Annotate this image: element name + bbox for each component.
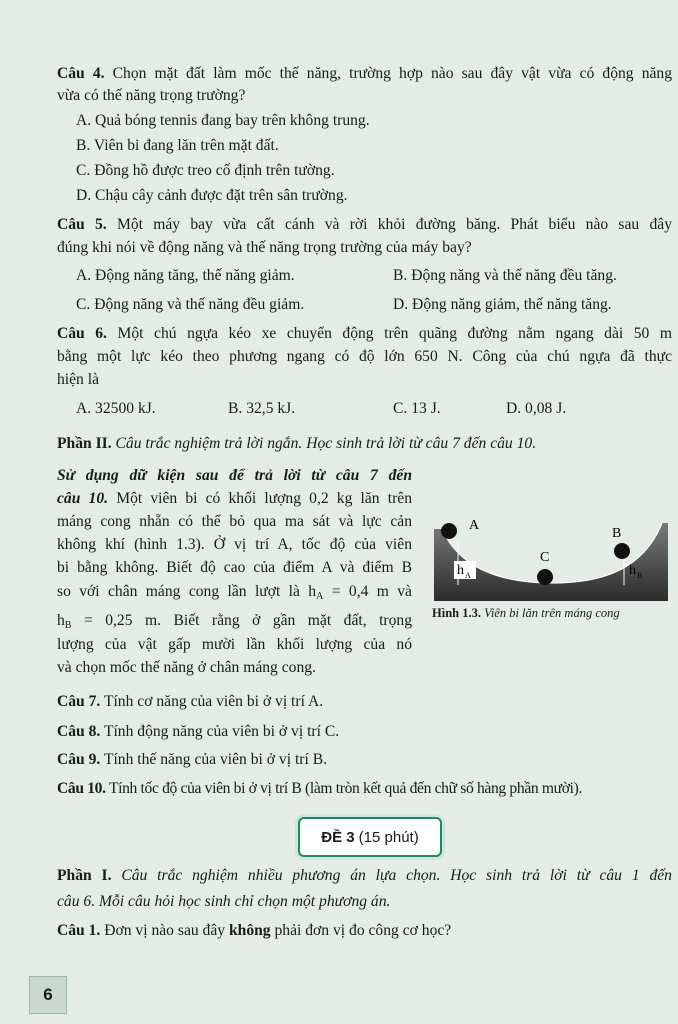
part1-text: Câu trắc nghiệm nhiều phương án lựa chọn. Học sinh trả lời từ câu 1 đến — [111, 867, 672, 884]
context-cau10: câu 10. — [57, 490, 109, 507]
ball-a — [441, 523, 457, 539]
part1-heading-line1 — [57, 866, 672, 886]
label-ha-sub: A — [465, 571, 471, 580]
q4-option-d: D. Chậu cây cảnh được đặt trên sân trường. — [76, 187, 348, 204]
q9-text: Tính thế năng của viên bi ở vị trí B. — [100, 751, 327, 768]
q1-text-bold: không — [228, 922, 271, 939]
q6-label: Câu 6. — [57, 325, 107, 342]
q5-option-c: C. Động năng và thế năng đều giảm. — [76, 296, 305, 313]
context-line7-h: h — [57, 612, 65, 629]
q6-option-c: C. 13 J. — [393, 400, 441, 417]
page-number: 6 — [29, 976, 67, 1014]
q6-text: Một chú ngựa kéo xe chuyển động trên quãng đường nằm ngang dài 50 m — [106, 325, 673, 342]
q9 — [57, 750, 327, 770]
exam-3-duration: (15 phút) — [358, 828, 419, 846]
q1 — [57, 921, 451, 941]
q7 — [57, 692, 323, 712]
part2-heading — [57, 434, 536, 454]
q6-stem-line3: hiện là — [57, 371, 99, 388]
q6-option-d: D. 0,08 J. — [506, 400, 567, 417]
part1-label: Phần I. — [57, 867, 112, 884]
context-line2-text: Một viên bi có khối lượng 0,2 kg lăn trên — [108, 490, 413, 507]
q8-label: Câu 8. — [57, 723, 101, 740]
q1-label: Câu 1. — [57, 922, 101, 939]
q7-text: Tính cơ năng của viên bi ở vị trí A. — [100, 693, 324, 710]
q4-option-b: B. Viên bi đang lăn trên mặt đất. — [76, 137, 279, 154]
context-line3: máng cong nhẵn có thể bỏ qua ma sát và lực cản — [57, 513, 412, 530]
figure-caption-text: Viên bi lăn trên máng cong — [480, 606, 620, 620]
hb-subscript: B — [64, 620, 72, 631]
q6-stem-line2: bằng một lực kéo theo phương ngang có độ lớn 650 N. Công của chú ngựa đã thực — [57, 348, 672, 365]
q8 — [57, 722, 339, 742]
exam-3-badge — [298, 817, 442, 857]
q5-stem-line2: đúng khi nói về động năng và thế năng trọng trường của máy bay? — [57, 239, 472, 256]
context-line2 — [57, 489, 412, 509]
q4-stem-line1 — [57, 64, 672, 84]
ball-b — [614, 543, 630, 559]
q4-option-a: A. Quả bóng tennis đang bay trên không trung. — [76, 112, 370, 129]
context-line1: Sử dụng dữ kiện sau để trả lời từ câu 7 đến — [57, 467, 412, 484]
part2-text: Câu trắc nghiệm trả lời ngắn. Học sinh trả lời từ câu 7 đến câu 10. — [111, 435, 537, 452]
q5-option-d: D. Động năng giảm, thế năng tăng. — [393, 296, 612, 313]
ha-subscript: A — [316, 591, 324, 602]
label-a: A — [469, 518, 480, 533]
q4-option-c: C. Đồng hồ được treo cố định trên tường. — [76, 162, 335, 179]
context-line7-text: = 0,25 m. Biết rằng ở gần mặt đất, trọng — [71, 612, 412, 629]
q8-text: Tính động năng của viên bi ở vị trí C. — [100, 723, 340, 740]
part2-label: Phần II. — [57, 435, 112, 452]
label-ha: h — [457, 563, 464, 578]
context-line5: bi bằng không. Biết độ cao của điểm A và điểm B — [57, 559, 412, 576]
q5-label: Câu 5. — [57, 216, 107, 233]
q6-stem-line1 — [57, 324, 672, 344]
q6-option-b: B. 32,5 kJ. — [228, 400, 296, 417]
label-c: C — [540, 550, 550, 565]
q1-text-b: phải đơn vị đo công cơ học? — [270, 922, 452, 939]
q10-label: Câu 10. — [57, 780, 106, 797]
figure-caption-number: Hình 1.3. — [432, 606, 481, 620]
q9-label: Câu 9. — [57, 751, 101, 768]
label-hb: h — [629, 563, 636, 578]
q5-text: Một máy bay vừa cất cánh và rời khỏi đường băng. Phát biểu nào sau đây — [106, 216, 672, 233]
q6-option-a: A. 32500 kJ. — [76, 400, 156, 417]
ball-c — [537, 569, 553, 585]
q10-text: Tính tốc độ của viên bi ở vị trí B (làm tròn kết quả đến chữ số hàng phần mười). — [105, 780, 583, 797]
q4-label: Câu 4. — [57, 65, 105, 82]
q4-stem-line2: vừa có thế năng trọng trường? — [57, 87, 246, 104]
q1-text-a: Đơn vị nào sau đây — [100, 922, 229, 939]
context-line8: lượng của vật gấp mười lần khối lượng của nó — [57, 636, 412, 653]
q5-stem-line1 — [57, 215, 672, 235]
q10 — [57, 779, 582, 799]
exam-3-title: ĐỀ 3 — [321, 828, 355, 846]
q5-option-b: B. Động năng và thế năng đều tăng. — [393, 267, 617, 284]
label-b: B — [612, 526, 622, 541]
context-line4: không khí (hình 1.3). Ở vị trí A, tốc độ của viên — [57, 536, 412, 553]
q4-text: Chọn mặt đất làm mốc thế năng, trường hợp nào sau đây vật vừa có động năng — [104, 65, 673, 82]
label-hb-sub: B — [637, 571, 643, 580]
curved-track-figure — [432, 515, 672, 615]
q5-option-a: A. Động năng tăng, thế năng giảm. — [76, 267, 295, 284]
context-line6-value: = 0,4 m và — [323, 583, 412, 600]
part1-heading-line2: câu 6. Mỗi câu hỏi học sinh chỉ chọn một phương án. — [57, 893, 391, 910]
context-line7 — [57, 611, 412, 636]
context-line6-text: so với chân máng cong lần lượt là h — [57, 583, 317, 600]
figure-caption — [432, 606, 620, 621]
context-line6 — [57, 582, 412, 607]
context-line9: và chọn mốc thế năng ở chân máng cong. — [57, 659, 316, 676]
q7-label: Câu 7. — [57, 693, 101, 710]
